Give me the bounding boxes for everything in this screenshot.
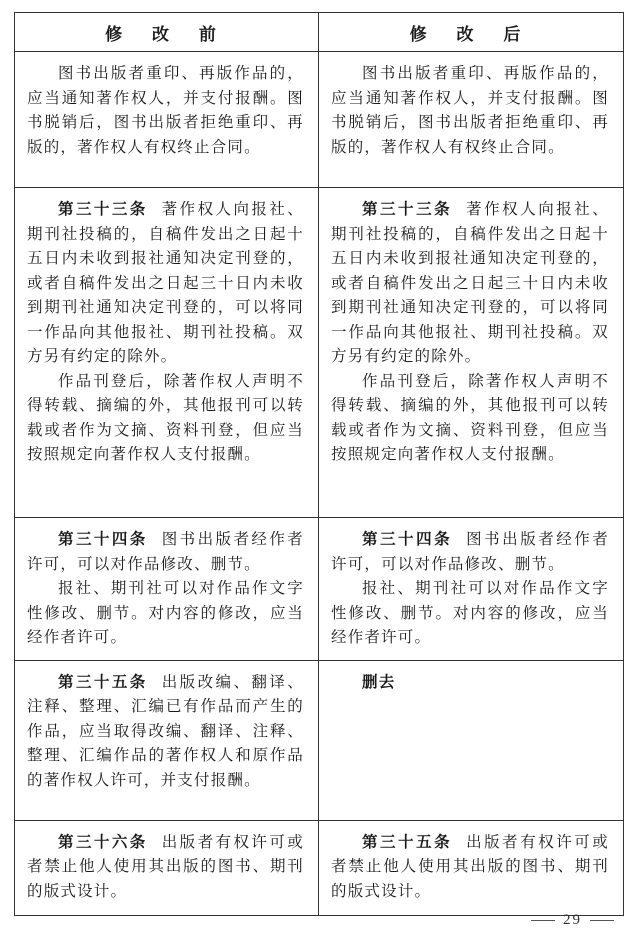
table-row xyxy=(15,518,624,661)
paragraph-text: 出版改编、翻译、注释、整理、汇编已有作品而产生的作品，应当取得改编、翻译、注释、整理、汇编作品的著作权人和原作品的著作权人许可，并支付报酬。 xyxy=(27,672,304,789)
before-cell xyxy=(15,820,319,915)
dash-left xyxy=(531,920,555,921)
comparison-table xyxy=(14,12,624,916)
paragraph: 报社、期刊社可以对作品作文字性修改、删节。对内容的修改，应当经作者许可。 xyxy=(27,579,304,646)
paragraph xyxy=(331,670,609,695)
before-cell xyxy=(15,660,319,820)
column-header-before: 修 改 前 xyxy=(15,13,319,52)
paragraph xyxy=(27,830,304,904)
before-cell xyxy=(15,52,319,188)
paragraph: 作品刊登后，除著作权人声明不得转载、摘编的外，其他报刊可以转载或者作为文摘、资料刊登，但应当按照规定向著作权人支付报酬。 xyxy=(331,371,609,463)
table-row xyxy=(15,52,624,188)
after-cell xyxy=(319,52,624,188)
article-number: 第三十五条 xyxy=(58,672,148,691)
column-header-after: 修 改 后 xyxy=(319,13,624,52)
before-cell xyxy=(15,518,319,661)
after-cell xyxy=(319,188,624,518)
article-number: 第三十四条 xyxy=(58,530,148,548)
table-row xyxy=(15,188,624,518)
after-cell xyxy=(319,660,624,820)
paragraph-text: 图书出版者经作者许可，可以对作品修改、删节。 xyxy=(27,530,304,573)
paragraph-text: 出版者有权许可或者禁止他人使用其出版的图书、期刊的版式设计。 xyxy=(331,832,609,900)
article-number: 第三十五条 xyxy=(362,832,453,851)
paragraph: 图书出版者重印、再版作品的，应当通知著作权人，并支付报酬。图书脱销后，图书出版者拒绝重印、再版的，著作权人有权终止合同。 xyxy=(27,64,304,156)
article-number: 第三十六条 xyxy=(58,832,148,851)
before-cell xyxy=(15,188,319,518)
paragraph-text: 图书出版者经作者许可，可以对作品修改、删节。 xyxy=(331,530,609,573)
paragraph xyxy=(27,670,304,793)
article-number: 第三十四条 xyxy=(362,530,453,548)
paragraph xyxy=(331,527,609,576)
paragraph: 图书出版者重印、再版作品的，应当通知著作权人，并支付报酬。图书脱销后，图书出版者拒绝重印、再版的，著作权人有权终止合同。 xyxy=(331,64,609,156)
paragraph-text: 著作权人向报社、期刊社投稿的，自稿件发出之日起十五日内未收到报社通知决定刊登的，或者自稿件发出之日起三十日内未收到期刊社通知决定刊登的，可以将同一作品向其他报社、期刊社投稿。双方另有约定的除外。 xyxy=(27,200,304,365)
paragraph xyxy=(331,830,609,904)
article-number: 第三十三条 xyxy=(58,200,148,218)
page-number: 29 xyxy=(563,912,582,928)
dash-right xyxy=(590,920,614,921)
table-header-row xyxy=(15,13,624,52)
page-footer xyxy=(523,912,622,929)
paragraph xyxy=(27,197,304,369)
table-row xyxy=(15,820,624,915)
after-cell xyxy=(319,820,624,915)
paragraph-text: 著作权人向报社、期刊社投稿的，自稿件发出之日起十五日内未收到报社通知决定刊登的，或者自稿件发出之日起三十日内未收到期刊社通知决定刊登的，可以将同一作品向其他报社、期刊社投稿。双方另有约定的除外。 xyxy=(331,200,609,365)
paragraph: 报社、期刊社可以对作品作文字性修改、删节。对内容的修改，应当经作者许可。 xyxy=(331,579,609,646)
paragraph xyxy=(27,527,304,576)
paragraph xyxy=(331,197,609,369)
after-cell xyxy=(319,518,624,661)
paragraph: 作品刊登后，除著作权人声明不得转载、摘编的外，其他报刊可以转载或者作为文摘、资料刊登，但应当按照规定向著作权人支付报酬。 xyxy=(27,371,304,463)
deleted-label: 删去 xyxy=(362,672,396,691)
article-number: 第三十三条 xyxy=(362,200,453,218)
paragraph-text: 出版者有权许可或者禁止他人使用其出版的图书、期刊的版式设计。 xyxy=(27,832,304,900)
table-row xyxy=(15,660,624,820)
